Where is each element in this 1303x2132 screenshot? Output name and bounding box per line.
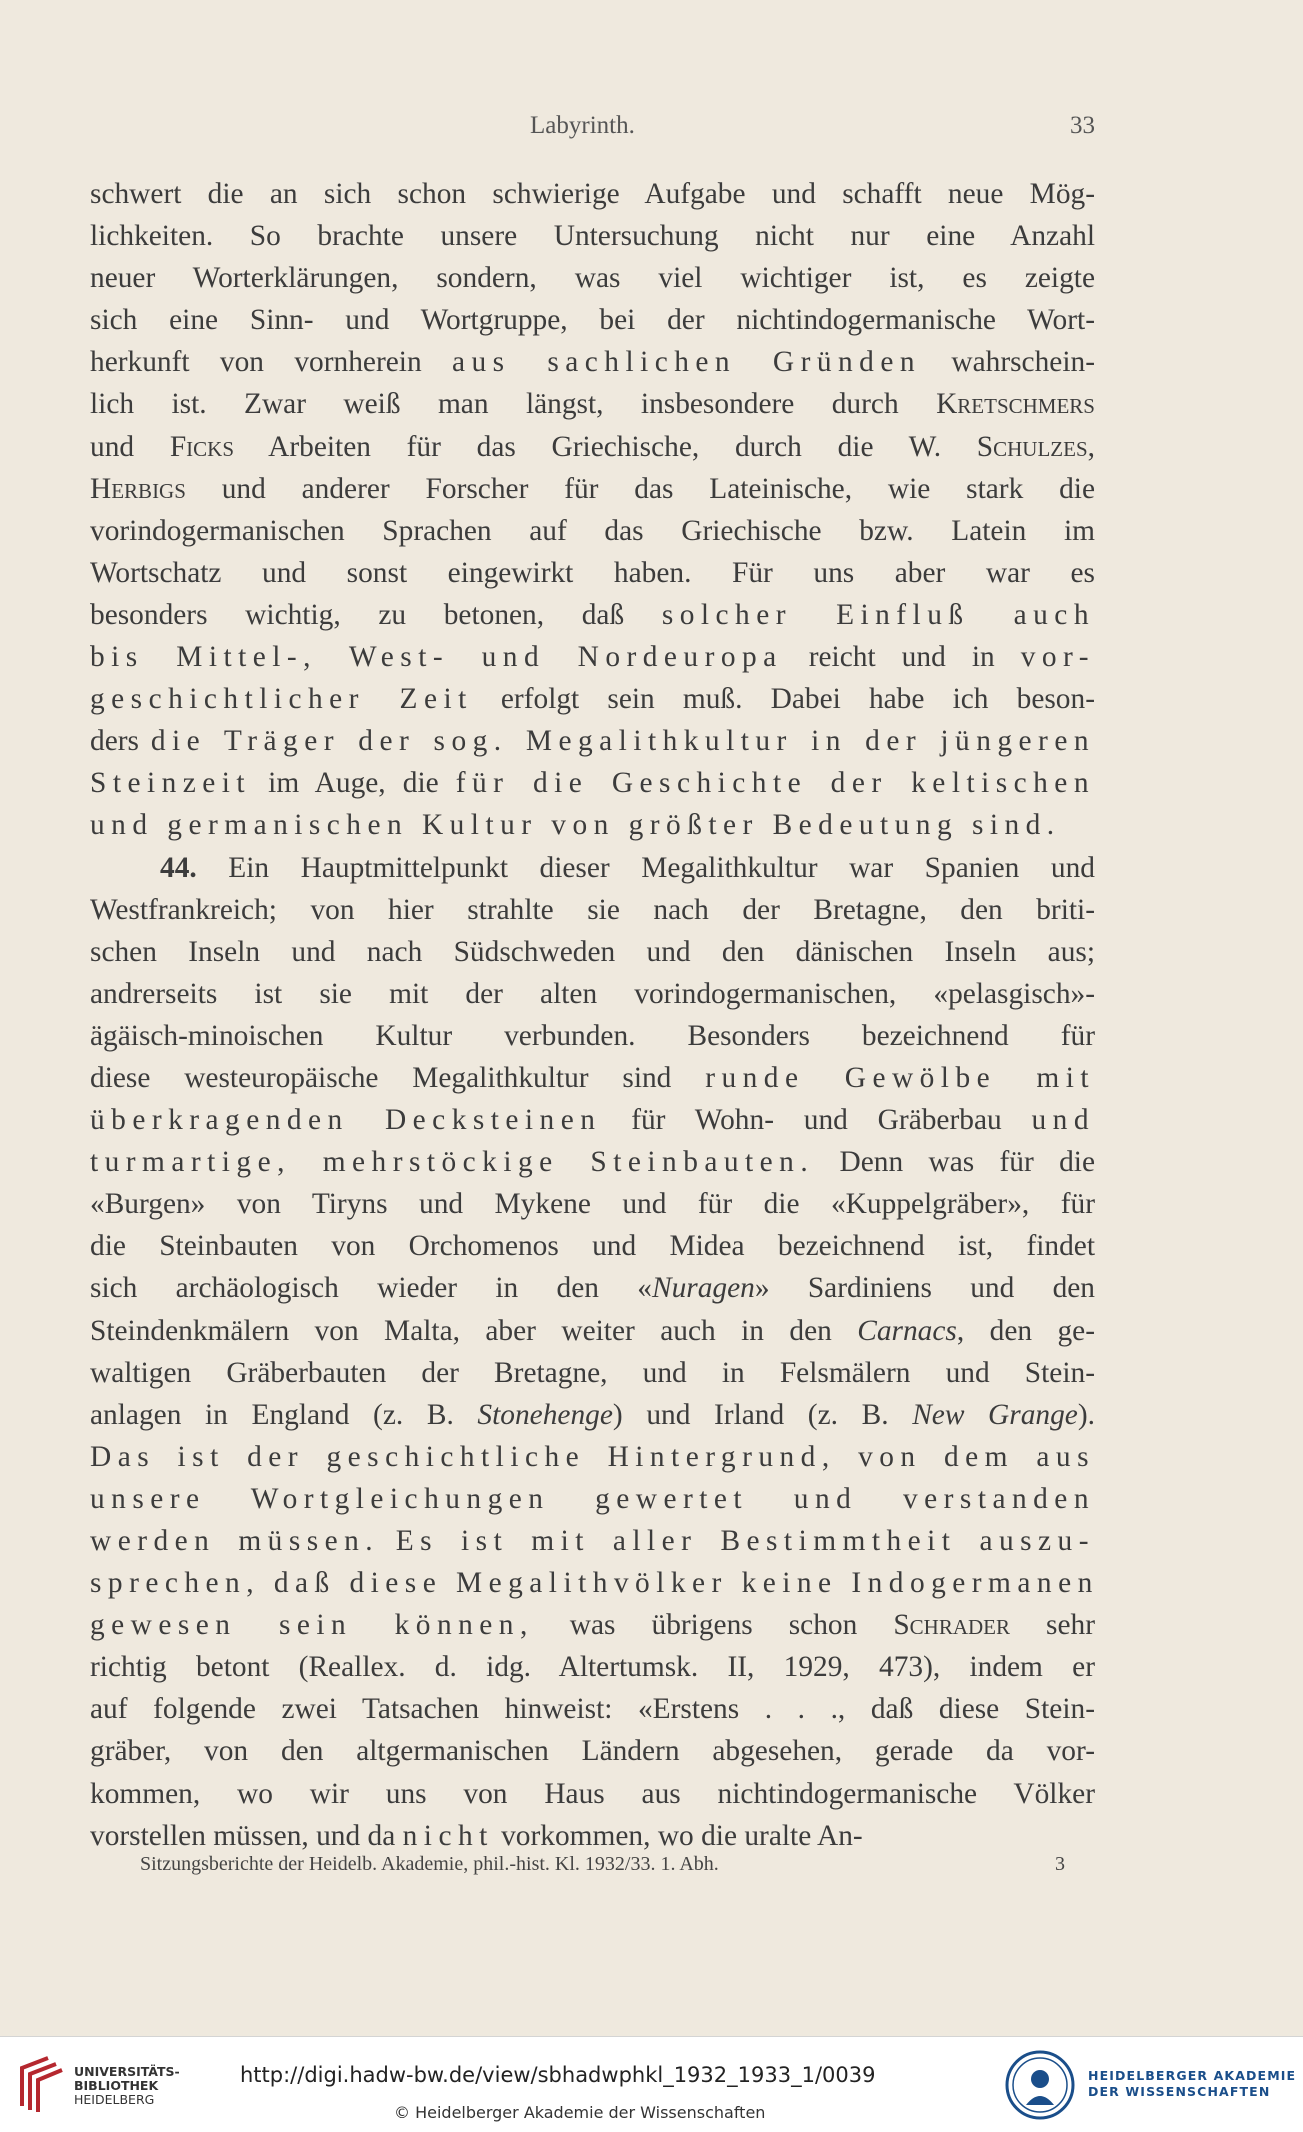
text-segment: Arbeiten für das Griechische, durch die W.: [234, 430, 977, 463]
university-library-logo-icon: [14, 2054, 66, 2114]
text-line: [90, 847, 1095, 889]
text-segment: lichkeiten. So brachte unsere Untersuchung nicht nur eine Anzahl: [90, 220, 1095, 253]
running-head: [90, 112, 1095, 152]
text-segment: Herbigs: [90, 472, 186, 505]
text-segment: Ficks: [169, 430, 235, 463]
text-segment: Es ist mit aller Bestimmtheit auszu-: [395, 1525, 1095, 1557]
publication-reference: Sitzungsberichte der Heidelb. Akademie, phil.-hist. Kl. 1932/33. 1. Abh.: [140, 1853, 719, 1875]
text-segment: andrerseits ist sie mit der alten vorindogermanischen, «pelasgisch»-: [90, 977, 1095, 1010]
academy-line-2: DER WISSENSCHAFTEN: [1088, 2084, 1271, 2099]
text-segment: für die Geschichte der keltischen: [455, 767, 1095, 800]
text-segment: und: [90, 430, 170, 463]
text-segment: lich ist. Zwar weiß man längst, insbesondere durch: [90, 388, 937, 421]
text-segment: richtig betont (Reallex. d. idg. Altertumsk. II, 1929, 473), indem er: [90, 1651, 1095, 1684]
text-line: [90, 1099, 1095, 1141]
copyright-notice: © Heidelberger Akademie der Wissenschaften: [394, 2103, 766, 2122]
text-segment: diese westeuropäische Megalithkultur sind: [90, 1061, 706, 1094]
text-line: [90, 1225, 1095, 1267]
text-segment: Denn was für die: [814, 1146, 1096, 1179]
library-line-1: UNIVERSITÄTS-: [74, 2064, 180, 2079]
text-segment: Schulzes: [976, 430, 1088, 463]
text-line: [90, 1436, 1095, 1478]
text-line: [90, 762, 1095, 804]
text-line: [90, 594, 1095, 636]
text-line: [90, 973, 1095, 1015]
text-segment: sich eine Sinn- und Wortgruppe, bei der nichtindogermanische Wort-: [90, 304, 1095, 337]
text-segment: sprechen, daß diese Megalithvölker keine Indogermanen: [90, 1567, 1099, 1600]
text-segment: vor-: [1020, 641, 1095, 674]
text-segment: schen Inseln und nach Südschweden und den dänischen Inseln aus;: [90, 935, 1095, 968]
text-segment: ).: [1077, 1398, 1095, 1431]
text-segment: auf folgende zwei Tatsachen hinweist: «Erstens . . ., daß diese Stein-: [90, 1693, 1095, 1726]
text-line: [90, 931, 1095, 973]
text-line: [90, 1562, 1099, 1604]
text-line: [90, 1478, 1095, 1520]
text-segment: gewesen sein können,: [90, 1609, 534, 1642]
text-line: [90, 1688, 1095, 1730]
text-segment: Nuragen: [651, 1272, 755, 1305]
text-segment: ders: [90, 725, 151, 758]
text-segment: Steindenkmälern von Malta, aber weiter auch in den: [90, 1314, 858, 1347]
text-line: [90, 1773, 1095, 1815]
text-segment: Stonehenge: [477, 1398, 613, 1431]
text-segment: » Sardiniens und den: [754, 1272, 1096, 1305]
text-line: [90, 552, 1095, 594]
text-segment: die Träger der sog. Megalithkultur in der jüngeren: [150, 725, 1095, 758]
text-segment: Wortschatz und sonst eingewirkt haben. Für uns aber war es: [90, 556, 1095, 589]
library-line-3: HEIDELBERG: [74, 2092, 155, 2107]
text-line: [90, 341, 1095, 383]
text-line: [90, 1520, 1095, 1562]
text-segment: Kretschmers: [936, 388, 1095, 421]
section-number: 44.: [160, 851, 197, 884]
academy-line-1: HEIDELBERGER AKADEMIE: [1088, 2068, 1297, 2083]
text-segment: wahrschein-: [921, 346, 1095, 379]
text-line: [90, 1057, 1095, 1099]
text-segment: ,: [1087, 430, 1095, 463]
text-segment: und anderer Forscher für das Lateinische, wie stark die: [185, 472, 1095, 505]
running-title: Labyrinth.: [530, 112, 635, 139]
text-line: [90, 1015, 1095, 1057]
text-segment: [379, 1525, 396, 1557]
text-segment: New Grange: [912, 1398, 1078, 1431]
text-segment: sich archäologisch wieder in den «: [90, 1272, 652, 1305]
text-segment: Ein Hauptmittelpunkt dieser Megalithkultur war Spanien und: [196, 851, 1095, 884]
text-segment: gräber, von den altgermanischen Ländern abgesehen, gerade da vor-: [90, 1735, 1095, 1768]
text-line: [90, 299, 1095, 341]
viewer-footer-bar: [0, 2036, 1303, 2132]
body-text: [90, 173, 1099, 1857]
footer-note: [140, 1853, 1065, 1876]
text-line: [90, 510, 1095, 552]
text-line: [90, 1141, 1095, 1183]
text-segment: werden müssen.: [90, 1525, 380, 1557]
text-line: [90, 720, 1095, 762]
text-segment: neuer Worterklärungen, sondern, was viel wichtiger ist, es zeigte: [90, 262, 1095, 295]
text-line: [90, 1394, 1095, 1436]
text-segment: überkragenden Decksteinen: [90, 1104, 602, 1137]
text-segment: , den ge-: [956, 1314, 1095, 1347]
text-segment: im Auge, die: [251, 767, 456, 800]
text-line: [90, 173, 1095, 215]
text-segment: und: [1031, 1104, 1095, 1137]
text-line: [90, 383, 1095, 425]
text-line: [90, 1183, 1095, 1225]
signature-mark: 3: [1055, 1853, 1065, 1875]
text-segment: herkunft von vornherein: [90, 346, 452, 379]
text-segment: Carnacs: [857, 1314, 957, 1347]
text-line: [90, 1815, 1095, 1857]
text-segment: ägäisch-minoischen Kultur verbunden. Besonders bezeichnend für: [90, 1019, 1095, 1052]
text-line: [90, 1352, 1095, 1394]
text-segment: runde Gewölbe mit: [705, 1061, 1095, 1094]
text-line: [90, 257, 1095, 299]
text-line: [90, 1646, 1095, 1688]
text-segment: für Wohn- und Gräberbau: [601, 1104, 1032, 1137]
text-segment: erfolgt sein muß. Dabei habe ich beson-: [472, 683, 1095, 716]
text-line: [90, 889, 1095, 931]
text-segment: Schrader: [893, 1609, 1011, 1642]
text-segment: waltigen Gräberbauten der Bretagne, und in Felsmälern und Stein-: [90, 1356, 1095, 1389]
text-segment: vorkommen, wo die uralte An-: [493, 1819, 863, 1852]
text-line: [90, 215, 1095, 257]
text-line: [90, 804, 1095, 846]
text-segment: aus sachlichen Gründen: [451, 346, 922, 379]
text-segment: vorstellen müssen, und da: [90, 1819, 403, 1852]
text-segment: unsere Wortgleichungen gewertet und verstanden: [90, 1482, 1095, 1515]
academy-seal-icon: [1004, 2049, 1076, 2121]
text-line: [90, 1604, 1095, 1646]
text-line: [90, 678, 1095, 720]
text-segment: nicht: [402, 1819, 494, 1852]
text-segment: turmartige, mehrstöckige Steinbauten.: [90, 1146, 815, 1179]
text-segment: Westfrankreich; von hier strahlte sie nach der Bretagne, den briti-: [90, 893, 1095, 926]
text-segment: Steinzeit: [90, 767, 252, 800]
text-segment: «Burgen» von Tiryns und Mykene und für die «Kuppelgräber», für: [90, 1188, 1095, 1221]
text-line: [90, 1267, 1095, 1309]
text-segment: schwert die an sich schon schwierige Aufgabe und schafft neue Mög-: [90, 178, 1095, 210]
text-segment: bis Mittel-, West- und Nordeuropa: [90, 641, 783, 674]
text-segment: die Steinbauten von Orchomenos und Midea bezeichnend ist, findet: [90, 1230, 1095, 1263]
text-segment: solcher Einfluß auch: [661, 598, 1095, 631]
text-segment: was übrigens schon: [533, 1609, 894, 1642]
academy-name: [1088, 2068, 1296, 2100]
university-library-name: [74, 2065, 180, 2107]
text-line: [90, 1310, 1095, 1352]
text-segment: ) und Irland (z. B.: [612, 1398, 913, 1431]
library-line-2: BIBLIOTHEK: [74, 2078, 159, 2093]
text-line: [90, 636, 1095, 678]
text-segment: anlagen in England (z. B.: [90, 1398, 478, 1431]
text-segment: Das ist der geschichtliche Hintergrund, von dem aus: [90, 1440, 1095, 1473]
text-segment: sehr: [1010, 1609, 1095, 1642]
text-segment: geschichtlicher Zeit: [90, 683, 473, 716]
text-segment: vorindogermanischen Sprachen auf das Griechische bzw. Latein im: [90, 514, 1095, 547]
permalink-url[interactable]: http://digi.hadw-bw.de/view/sbhadwphkl_1932_1933_1/0039: [240, 2063, 876, 2087]
text-line: [90, 468, 1095, 510]
text-segment: reicht und in: [782, 641, 1021, 674]
text-line: [90, 1730, 1095, 1772]
text-segment: besonders wichtig, zu betonen, daß: [90, 598, 662, 631]
text-line: [90, 426, 1095, 468]
text-segment: kommen, wo wir uns von Haus aus nichtindogermanische Völker: [90, 1777, 1095, 1810]
text-segment: und germanischen Kultur von größter Bedeutung sind.: [90, 809, 1061, 842]
page-number: 33: [1070, 112, 1095, 139]
